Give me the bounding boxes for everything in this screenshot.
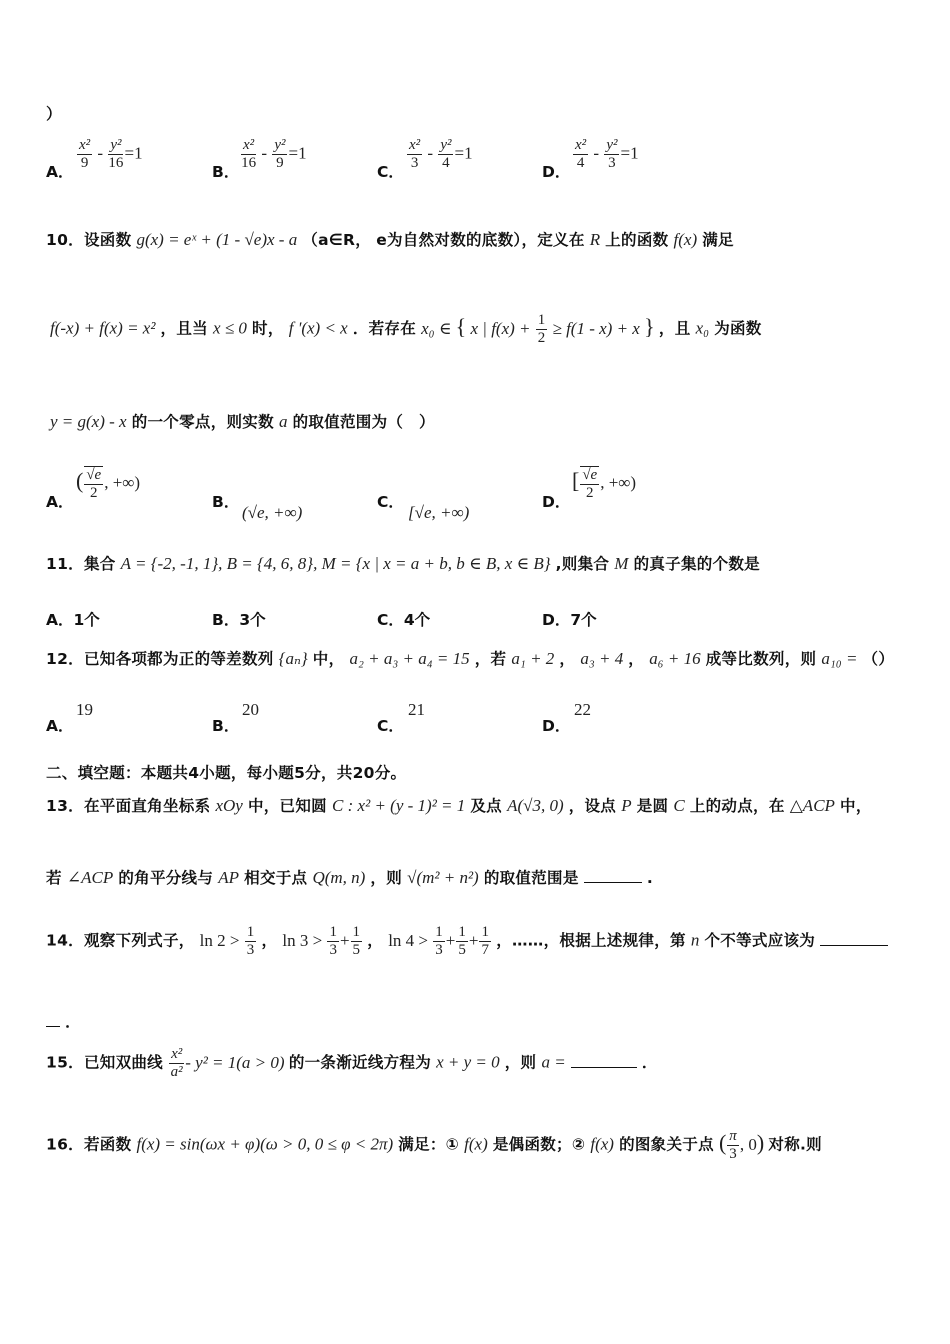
q15-b: 的一条渐近线方程为 — [288, 1053, 432, 1072]
q13-l2b: 的角平分线与 — [118, 869, 214, 887]
q12-option-a-label: A． — [46, 717, 74, 735]
q10-text-c: e为自然对数的底数），定义在 — [376, 231, 585, 249]
q13-a: 13．在平面直角坐标系 — [46, 797, 211, 815]
q12-option-a-val: 19 — [76, 700, 93, 719]
q11-option-b: B．3个 — [212, 611, 266, 629]
q10-option-a-label: A． — [46, 493, 74, 511]
q10-l3-b: 的取值范围为（ ） — [292, 413, 435, 431]
q14-answer-blank[interactable] — [820, 945, 888, 946]
q9-option-d-math: $\frac{\text{x²}}{4}$ - $\frac{\text{y²}}{3}$ =1 — [575, 137, 639, 172]
q11-option-d: D．7个 — [542, 611, 597, 629]
q14-ineq2: ln 3 > $\frac{1}{3}$ + $\frac{1}{5}$ — [282, 924, 361, 959]
q12-e: （） — [862, 650, 895, 668]
q13-l2f: . — [646, 869, 654, 887]
q16-point: ( $\frac{\pi}{3}$ , 0) — [718, 1128, 765, 1163]
q15-asymptote: x + y = 0 — [436, 1052, 500, 1072]
q16-line — [46, 1128, 822, 1164]
q10-zero-fn: y = g(x) - x — [50, 412, 127, 431]
q9-option-b-math: $\frac{\text{x²}}{16}$ - $\frac{\text{y²}}{9}$ =1 — [241, 137, 307, 172]
q10-R: R — [589, 230, 601, 249]
q12-b: 中， — [312, 650, 345, 668]
q14-a: 14．观察下列式子， — [46, 931, 195, 950]
q9-option-a-label: A． — [46, 163, 74, 181]
q10-option-b-math: (√e, +∞) — [242, 503, 303, 522]
q10-option-d-math: [ $\frac{√e}{2}$ , +∞) — [572, 467, 637, 502]
q13-d: ，设点 — [568, 797, 617, 815]
q11-option-c: C．4个 — [377, 611, 431, 629]
q13-P: P — [621, 796, 632, 815]
q11-c: 的真子集的个数是 — [633, 555, 760, 573]
q10-l3-a: 的一个零点，则实数 — [131, 413, 274, 431]
q13-AP: AP — [218, 868, 240, 887]
q14-d: ． — [65, 1013, 81, 1031]
q16-fx2: f(x) — [590, 1134, 614, 1154]
q15-c: ，则 — [504, 1053, 537, 1072]
q10-odd-even-eq: f(-x) + f(x) = x² — [50, 318, 156, 338]
q13-b: 中，已知圆 — [247, 797, 327, 815]
q13-c: 及点 — [470, 797, 502, 815]
q9-option-b-label: B． — [212, 163, 240, 181]
q14-ineq1: ln 2 > $\frac{1}{3}$ — [199, 924, 255, 959]
q15-line — [46, 1046, 658, 1082]
q13-xoy: xOy — [215, 796, 243, 815]
q10-l2-d: ，且 — [658, 319, 691, 338]
q13-circle: C : x² + (y - 1)² = 1 — [332, 796, 466, 815]
q12-seq: {aₙ} — [278, 649, 308, 668]
q10-x0: x₀ — [695, 318, 710, 338]
q10-line2 — [50, 312, 762, 348]
q9-option-a-math: $\frac{\text{x²}}{9}$ - $\frac{\text{y²}}{16}$ =1 — [79, 137, 143, 172]
q10-l2-c: ．若存在 — [352, 319, 417, 338]
q14-sep2: ， — [367, 931, 384, 950]
q12-e1: a₁ + 2 — [511, 649, 555, 668]
q13-l2d: ，则 — [370, 869, 403, 887]
q10-l2-e: 为函数 — [714, 319, 762, 338]
q12-a: 12．已知各项都为正的等差数列 — [46, 650, 274, 668]
q10-text-e: 满足 — [702, 231, 734, 249]
q15-answer-blank[interactable] — [571, 1067, 637, 1068]
q16-a: 16．若函数 — [46, 1135, 132, 1154]
q10-text-b: （a∈R， — [302, 231, 372, 249]
q10-option-a-math: ( $\frac{√e}{2}$ , +∞) — [76, 467, 141, 502]
q14-ineq3: ln 4 > $\frac{1}{3}$ + $\frac{1}{5}$ + $\frac{1}{7}$ — [388, 924, 489, 959]
q11-stem — [46, 552, 760, 574]
q12-e2: a₃ + 4 — [580, 649, 624, 668]
q10-fx: f(x) — [673, 230, 698, 249]
q13-triangle: △ACP — [789, 796, 835, 815]
q10-g-def: g(x) = eˣ + (1 - √e)x - a — [136, 230, 298, 249]
q10-option-c-math: [√e, +∞) — [408, 503, 470, 522]
q12-c: ，若 — [474, 650, 507, 668]
section-heading-fill-in: 二、填空题：本题共4小题，每小题5分，共20分。 — [46, 764, 407, 782]
q13-C: C — [673, 796, 685, 815]
q16-fn: f(x) = sin(ωx + φ)(ω > 0, 0 ≤ φ < 2π) — [136, 1134, 394, 1154]
q10-line1 — [46, 228, 734, 250]
q10-set: x₀ ∈ { x | f(x) + $\frac{1}{2}$ ≥ f(1 - x) + x } — [421, 312, 655, 347]
q11-sets: A = {-2, -1, 1}, B = {4, 6, 8}, M = {x | x = a + b, b ∈ B, x ∈ B} — [120, 554, 551, 573]
q12-option-c-label: C． — [377, 717, 404, 735]
q10-intro: 10．设函数 — [46, 231, 132, 249]
q13-l2c: 相交于点 — [244, 869, 308, 887]
q12-sep2: ， — [628, 650, 645, 668]
q12-sep1: ， — [559, 650, 576, 668]
q14-n: n — [690, 930, 700, 950]
q13-root: √(m² + n²) — [407, 868, 479, 887]
q13-line1 — [46, 794, 872, 816]
q14-c: 个不等式应该为 — [704, 931, 816, 950]
q10-line3 — [50, 410, 435, 432]
q13-angle: ∠ACP — [66, 868, 114, 887]
q14-b: ，……，根据上述规律，第 — [496, 931, 686, 950]
q12-a10: a₁₀ = — [821, 649, 858, 668]
q10-text-d: 上的函数 — [605, 231, 669, 249]
q15-a: 15．已知双曲线 — [46, 1053, 163, 1072]
q14-sep1: ， — [261, 931, 278, 950]
q13-l2a: 若 — [46, 869, 62, 887]
q16-e: 对称.则 — [768, 1135, 822, 1154]
q13-e: 是圆 — [636, 797, 669, 815]
q12-option-b-val: 20 — [242, 700, 259, 719]
q12-sum: a₂ + a₃ + a₄ = 15 — [349, 649, 470, 668]
q13-g: 中， — [840, 797, 872, 815]
q16-fx1: f(x) — [464, 1134, 488, 1154]
q13-f: 上的动点，在 — [689, 797, 785, 815]
q12-option-d-val: 22 — [574, 700, 591, 719]
q16-c: 是偶函数；② — [492, 1135, 586, 1154]
q13-line2 — [46, 866, 653, 888]
q13-Q: Q(m, n) — [312, 868, 366, 887]
q12-d: 成等比数列，则 — [705, 650, 817, 668]
q14-answer-blank-cont[interactable] — [46, 1026, 60, 1027]
q12-option-b-label: B． — [212, 717, 240, 735]
q12-e3: a₆ + 16 — [649, 649, 701, 668]
q16-b: 满足：① — [398, 1135, 460, 1154]
q10-option-c-label: C． — [377, 493, 404, 511]
q10-option-d-label: D． — [542, 493, 571, 511]
q13-answer-blank[interactable] — [584, 882, 642, 883]
q10-option-b-label: B． — [212, 493, 240, 511]
q14-line2 — [46, 1010, 81, 1032]
q11-option-a: A．1个 — [46, 611, 100, 629]
q9-tail: ） — [46, 105, 62, 123]
q11-a: 11．集合 — [46, 555, 116, 573]
q10-l2-a: ，且当 — [160, 319, 208, 338]
q13-point-a: A(√3, 0) — [507, 796, 564, 815]
q13-l2e: 的取值范围是 — [483, 869, 579, 887]
q9-option-c-label: C． — [377, 163, 404, 181]
q10-cond: x ≤ 0 — [213, 318, 247, 338]
q12-stem — [46, 647, 894, 669]
q15-d: ． — [641, 1053, 658, 1072]
q10-a-var: a — [278, 412, 288, 431]
q14-line1 — [46, 924, 888, 960]
q9-option-c-math: $\frac{\text{x²}}{3}$ - $\frac{\text{y²}}{4}$ =1 — [409, 137, 473, 172]
q15-a-eq: a = — [541, 1052, 566, 1072]
q12-option-d-label: D． — [542, 717, 571, 735]
q11-b: ,则集合 — [555, 555, 610, 573]
q9-option-d-label: D． — [542, 163, 571, 181]
q15-hyperbola: $\frac{\text{x²}}{\text{a²}}$ - y² = 1(a > 0) — [170, 1046, 285, 1081]
q12-option-c-val: 21 — [408, 700, 425, 719]
q16-d: 的图象关于点 — [619, 1135, 714, 1154]
q11-M: M — [614, 554, 629, 573]
q10-derivative: f '(x) < x — [288, 318, 348, 338]
q10-l2-b: 时， — [252, 319, 284, 338]
